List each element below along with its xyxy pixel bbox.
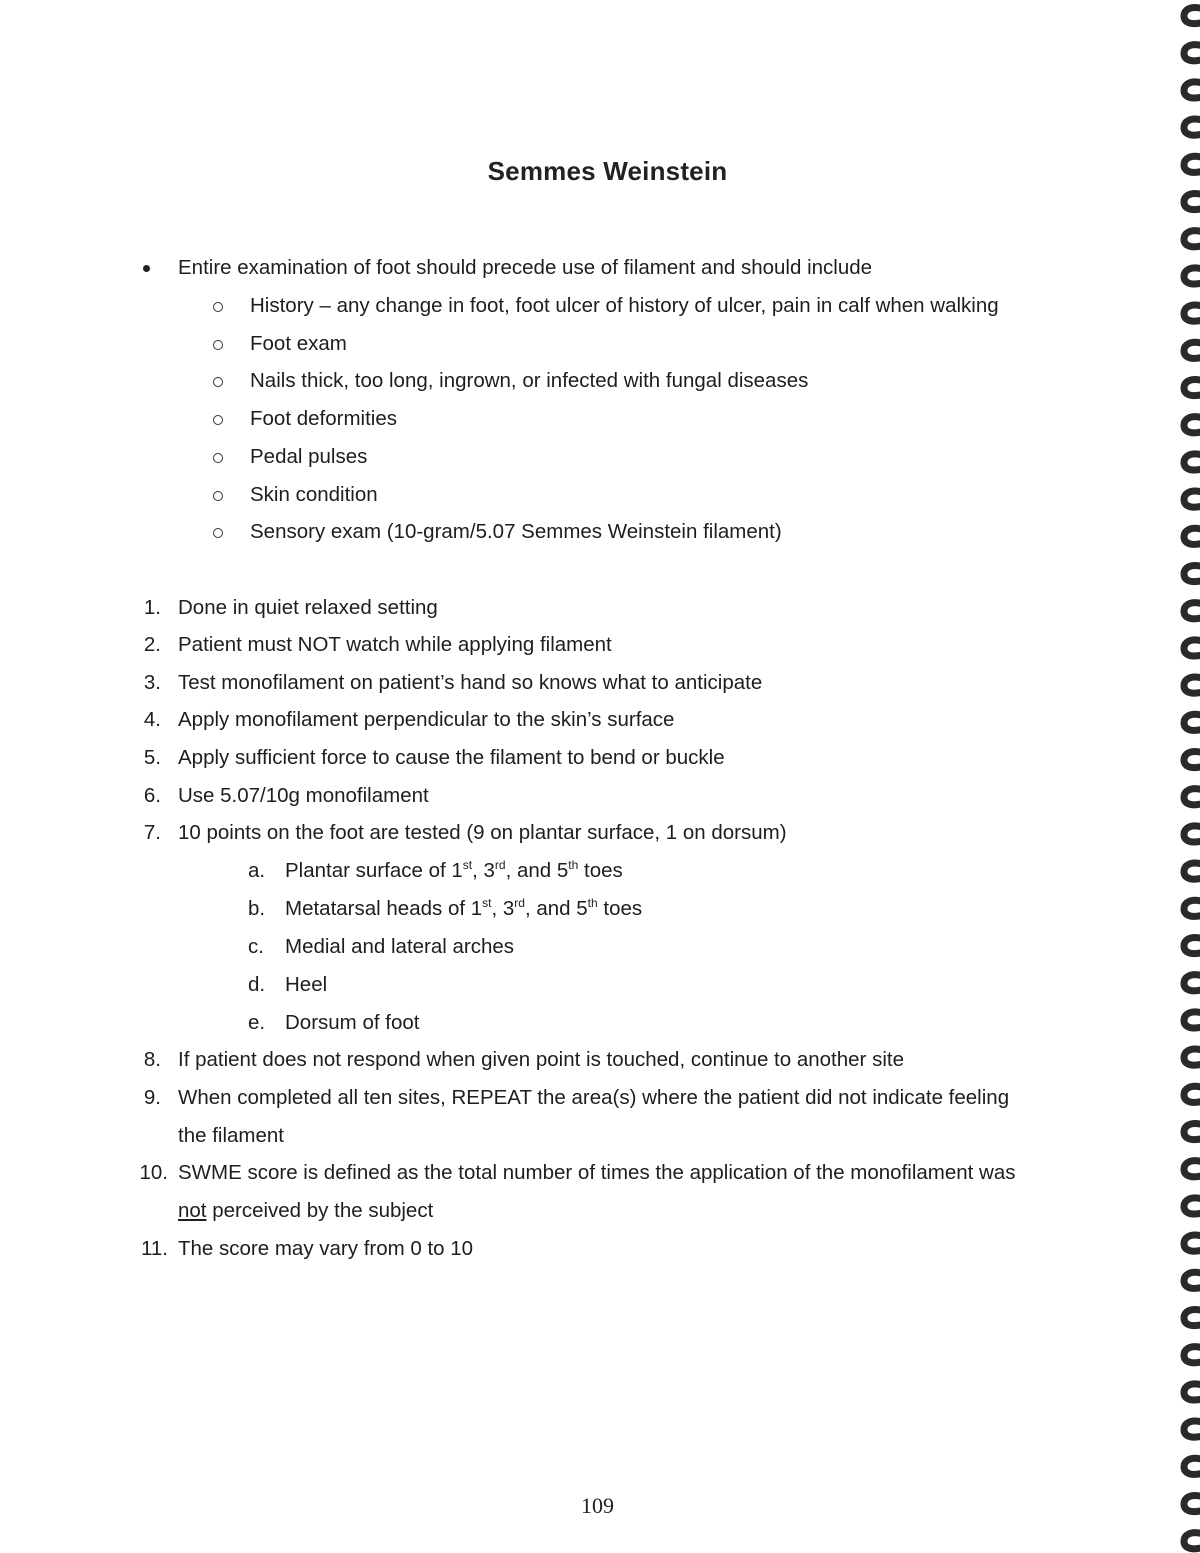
binding-loop [1184, 1309, 1200, 1325]
step-number: 10. [139, 1161, 168, 1184]
step-text: 10 points on the foot are tested (9 on plantar surface, 1 on dorsum) [178, 821, 787, 844]
step-text: Done in quiet relaxed setting [178, 596, 438, 619]
binding-loop [1184, 1123, 1200, 1139]
binding-loop [1184, 231, 1200, 247]
sub-item-letter: a. [248, 859, 266, 882]
binding-loop [1184, 677, 1200, 693]
binding-loop [1184, 826, 1200, 842]
binding-loop [1184, 491, 1200, 507]
bullet-icon [143, 265, 150, 272]
binding-loop [1184, 1086, 1200, 1102]
sub-item-letter: e. [248, 1011, 266, 1034]
sub-item-text: Metatarsal heads of 1st, 3rd, and 5th toes [285, 896, 643, 920]
binding-loop [1184, 342, 1200, 358]
binding-loop [1184, 82, 1200, 98]
step-number: 1. [143, 596, 161, 619]
step-text: Test monofilament on patient’s hand so knows what to anticipate [178, 671, 763, 694]
binding-loop [1184, 45, 1200, 61]
binding-loop [1184, 193, 1200, 209]
circle-bullet-icon [213, 377, 223, 387]
circle-bullet-icon [213, 491, 223, 501]
intro-item: Pedal pulses [250, 445, 368, 468]
binding-loop [1184, 1347, 1200, 1363]
binding-loop [1184, 1421, 1200, 1437]
binding-loop [1184, 900, 1200, 916]
binding-loop [1184, 714, 1200, 730]
step-number: 4. [143, 708, 161, 731]
circle-bullet-icon [213, 302, 223, 312]
step-text: Patient must NOT watch while applying filament [178, 633, 612, 656]
binding-loop [1184, 156, 1200, 172]
binding-loop [1184, 1049, 1200, 1065]
binding-loop [1184, 603, 1200, 619]
circle-bullet-icon [213, 340, 223, 350]
binding-loop [1184, 975, 1200, 991]
spiral-binding [1160, 0, 1200, 1553]
binding-loop [1184, 1533, 1200, 1549]
step-text: If patient does not respond when given point is touched, continue to another site [178, 1048, 904, 1071]
binding-loop [1184, 1198, 1200, 1214]
step-text: SWME score is defined as the total number of times the application of the monofilament was [178, 1161, 1016, 1184]
step-number: 7. [143, 821, 161, 844]
step-text: Apply sufficient force to cause the filament to bend or buckle [178, 746, 725, 769]
circle-bullet-icon [213, 528, 223, 538]
binding-loop [1184, 863, 1200, 879]
step-text: When completed all ten sites, REPEAT the area(s) where the patient did not indicate feeling [178, 1086, 1010, 1109]
circle-bullet-icon [213, 453, 223, 463]
step-number: 9. [143, 1086, 161, 1109]
binding-loop [1184, 379, 1200, 395]
binding-loop [1184, 268, 1200, 284]
binding-loop [1184, 937, 1200, 953]
circle-bullet-icon [213, 415, 223, 425]
binding-loop [1184, 789, 1200, 805]
binding-loop [1184, 1235, 1200, 1251]
step-number: 8. [143, 1048, 161, 1071]
sub-item-text: Medial and lateral arches [285, 935, 515, 958]
binding-loop [1184, 1495, 1200, 1511]
sub-item-letter: b. [248, 897, 266, 920]
binding-loop [1184, 1384, 1200, 1400]
intro-item: Foot exam [250, 332, 347, 355]
sub-item-text: Plantar surface of 1st, 3rd, and 5th toes [285, 858, 623, 882]
binding-loop [1184, 454, 1200, 470]
step-number: 5. [143, 746, 161, 769]
binding-loop [1184, 119, 1200, 135]
underlined-word: not [178, 1199, 207, 1222]
step-text: The score may vary from 0 to 10 [178, 1237, 474, 1260]
binding-loop [1184, 565, 1200, 581]
step-number: 3. [143, 671, 161, 694]
binding-loop [1184, 1458, 1200, 1474]
intro-item: Sensory exam (10-gram/5.07 Semmes Weinstein filament) [250, 520, 782, 543]
intro-text: Entire examination of foot should precede use of filament and should include [178, 256, 873, 279]
intro-item: Nails thick, too long, ingrown, or infected with fungal diseases [250, 369, 809, 392]
sub-item-letter: d. [248, 973, 266, 996]
sub-item-text: Heel [285, 973, 328, 996]
binding-loop [1184, 1272, 1200, 1288]
step-text-continued: the filament [178, 1124, 284, 1147]
binding-loop [1184, 751, 1200, 767]
step-text: Use 5.07/10g monofilament [178, 784, 429, 807]
binding-loop [1184, 7, 1200, 23]
step-number: 2. [143, 633, 161, 656]
intro-item: History – any change in foot, foot ulcer of history of ulcer, pain in calf when walking [250, 294, 999, 317]
sub-item-text: Dorsum of foot [285, 1011, 420, 1034]
binding-loop [1184, 528, 1200, 544]
step-text-continued: not perceived by the subject [178, 1199, 434, 1222]
step-text: Apply monofilament perpendicular to the skin’s surface [178, 708, 675, 731]
intro-item: Skin condition [250, 483, 378, 506]
binding-loop [1184, 417, 1200, 433]
intro-item: Foot deformities [250, 407, 397, 430]
step-number: 6. [143, 784, 161, 807]
sub-item-letter: c. [248, 935, 264, 958]
binding-loop [1184, 1012, 1200, 1028]
page-title: Semmes Weinstein [487, 156, 728, 186]
binding-loop [1184, 640, 1200, 656]
page-number: 109 [581, 1493, 614, 1518]
binding-loop [1184, 305, 1200, 321]
step-number: 11. [141, 1237, 168, 1260]
binding-loop [1184, 1161, 1200, 1177]
